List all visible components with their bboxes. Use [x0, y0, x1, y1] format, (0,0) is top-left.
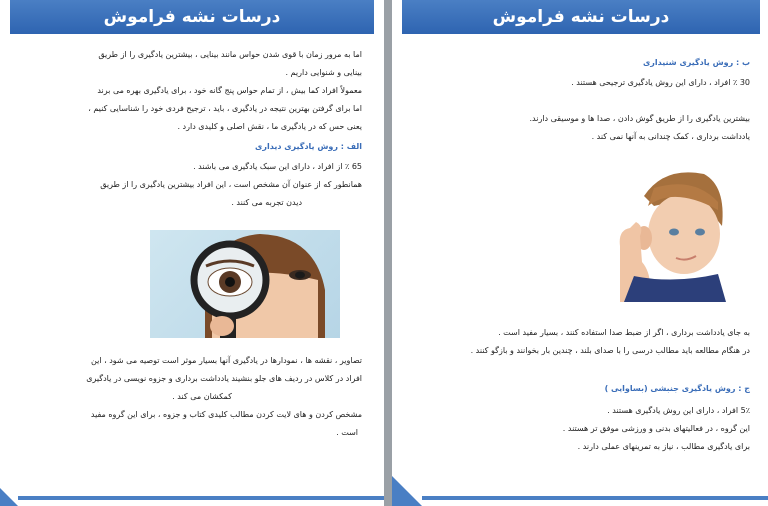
magnifier-boy-image: [150, 230, 340, 338]
text-line: اما برای گرفتن بهترین نتیجه در یادگیری ، باید ، ترجیح فردی خود را شناسایی کنیم ،: [88, 104, 362, 113]
text-line: در هنگام مطالعه باید مطالب درسی را با صدای بلند ، چندین بار بخوانند و بازگو کنند .: [470, 346, 750, 355]
right-auditory-text-2: [529, 110, 750, 146]
heading-auditory-learning: ب : روش یادگیری شنیداری: [642, 58, 750, 67]
right-page-header: درسات نشه فراموش: [402, 0, 760, 34]
text-line: افراد در کلاس در ردیف های جلو بنشیند یادداشت برداری و جزوه نویسی در یادگیری: [86, 374, 362, 383]
text-line: همانطور که از عنوان آن مشخص است ، این افراد بیشترین یادگیری را از طریق: [100, 180, 362, 189]
text-line: بینایی و شنوایی داریم .: [285, 68, 362, 77]
page-corner-decoration: [0, 488, 18, 506]
text-line: کمکشان می کند .: [172, 392, 232, 401]
listening-boy-image: [614, 166, 732, 302]
page-footer-line: [18, 496, 384, 500]
text-line: دیدن تجربه می کنند .: [231, 198, 302, 207]
text-line: اما به مرور زمان با قوی شدن حواس مانند بینایی ، بیشترین یادگیری را از طریق: [98, 50, 362, 59]
page-footer-line: [422, 496, 768, 500]
text-line: تصاویر ، نقشه ها ، نمودارها در یادگیری آنها بسیار موثر است توصیه می شود ، این: [91, 356, 362, 365]
text-line: 65 ٪ از افراد ، دارای این سبک یادگیری می باشند .: [193, 162, 362, 171]
text-line: این گروه ، در فعالیتهای بدنی و ورزشی موفق تر هستند .: [562, 424, 750, 433]
text-line: است .: [336, 428, 358, 437]
right-page: [392, 0, 768, 506]
left-page-header: درسات نشه فراموش: [10, 0, 374, 34]
text-line: 5٪ افراد ، دارای این روش یادگیری هستند .: [607, 406, 750, 415]
text-line: به جای یادداشت برداری ، اگر از ضبط صدا استفاده کنند ، بسیار مفید است .: [498, 328, 750, 337]
right-kinesthetic-text: [563, 402, 750, 456]
left-visual-text: [100, 158, 362, 212]
text-line: بیشترین یادگیری را از طریق گوش دادن ، صدا ها و موسیقی دارند.: [529, 114, 750, 123]
text-line: یادداشت برداری ، کمک چندانی به آنها نمی کند .: [591, 132, 750, 141]
text-line: معمولاً افراد کما بیش ، از تمام حواس پنج گانه خود ، برای یادگیری بهره می برند: [97, 86, 362, 95]
page-corner-decoration: [392, 476, 422, 506]
right-middle-text: [471, 324, 750, 360]
heading-kinesthetic-learning: ج : روش یادگیری جنبشی (بساوایی ): [604, 384, 750, 393]
text-line: یعنی حس که در یادگیری ما ، نقش اصلی و کلیدی دارد .: [177, 122, 362, 131]
text-line: برای یادگیری مطالب ، نیاز به تمرینهای عملی دارند .: [577, 442, 750, 451]
left-bottom-text: [86, 352, 362, 442]
left-intro-text: [88, 46, 362, 136]
text-line: 30 ٪ افراد ، دارای این روش یادگیری ترجیحی هستند .: [571, 78, 750, 87]
heading-visual-learning: الف : روش یادگیری دیداری: [255, 142, 362, 151]
right-auditory-text: [571, 74, 750, 92]
text-line: مشخص کردن و های لایت کردن مطالب کلیدی کتاب و جزوه ، برای این گروه مفید: [90, 410, 362, 419]
